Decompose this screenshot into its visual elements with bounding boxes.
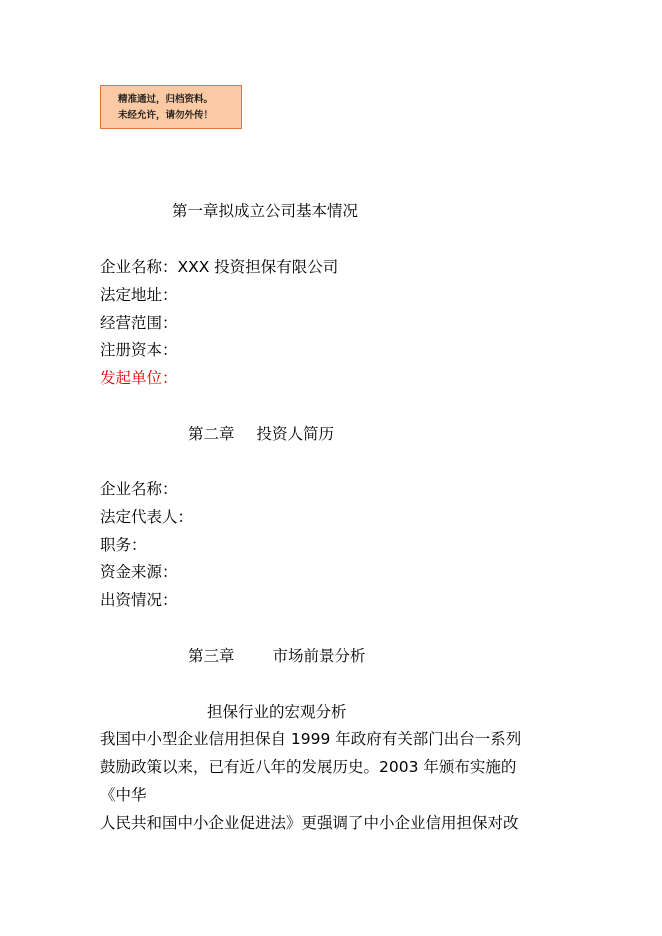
field-fund-source: 资金来源：	[100, 563, 178, 581]
confidential-notice-stamp	[100, 85, 242, 129]
chapter-2-title: 投资人简历	[256, 425, 335, 443]
paragraph-line-4: 人民共和国中小企业促进法》更强调了中小企业信用担保对改	[100, 814, 519, 832]
notice-line-1: 精准通过，归档资料。	[118, 94, 214, 105]
field-business-scope: 经营范围：	[100, 314, 178, 332]
chapter-3-number: 第三章	[188, 647, 235, 665]
chapter-2-heading	[188, 424, 334, 444]
field-sponsor-unit: 发起单位：	[100, 369, 178, 387]
paragraph-line-1: 我国中小型企业信用担保自 1999 年政府有关部门出台一系列	[100, 730, 522, 748]
field-investor-company-name: 企业名称：	[100, 480, 178, 498]
chapter-2-number: 第二章	[188, 425, 235, 443]
section-title: 担保行业的宏观分析	[207, 703, 347, 721]
chapter-1-heading: 第一章拟成立公司基本情况	[172, 202, 359, 220]
field-position: 职务：	[100, 536, 147, 554]
chapter-3-title: 市场前景分析	[272, 647, 366, 665]
chapter-3-heading	[188, 646, 366, 666]
field-company-name: 企业名称：XXX 投资担保有限公司	[100, 258, 339, 276]
paragraph-line-3: 《中华	[100, 786, 147, 804]
field-legal-address: 法定地址：	[100, 286, 178, 304]
field-legal-representative: 法定代表人：	[100, 508, 194, 526]
notice-line-2: 未经允许，请勿外传！	[118, 110, 214, 121]
paragraph-line-2: 鼓励政策以来，已有近八年的发展历史。2003 年颁布实施的	[100, 758, 517, 776]
field-registered-capital: 注册资本：	[100, 341, 178, 359]
field-capital-contribution: 出资情况：	[100, 591, 178, 609]
